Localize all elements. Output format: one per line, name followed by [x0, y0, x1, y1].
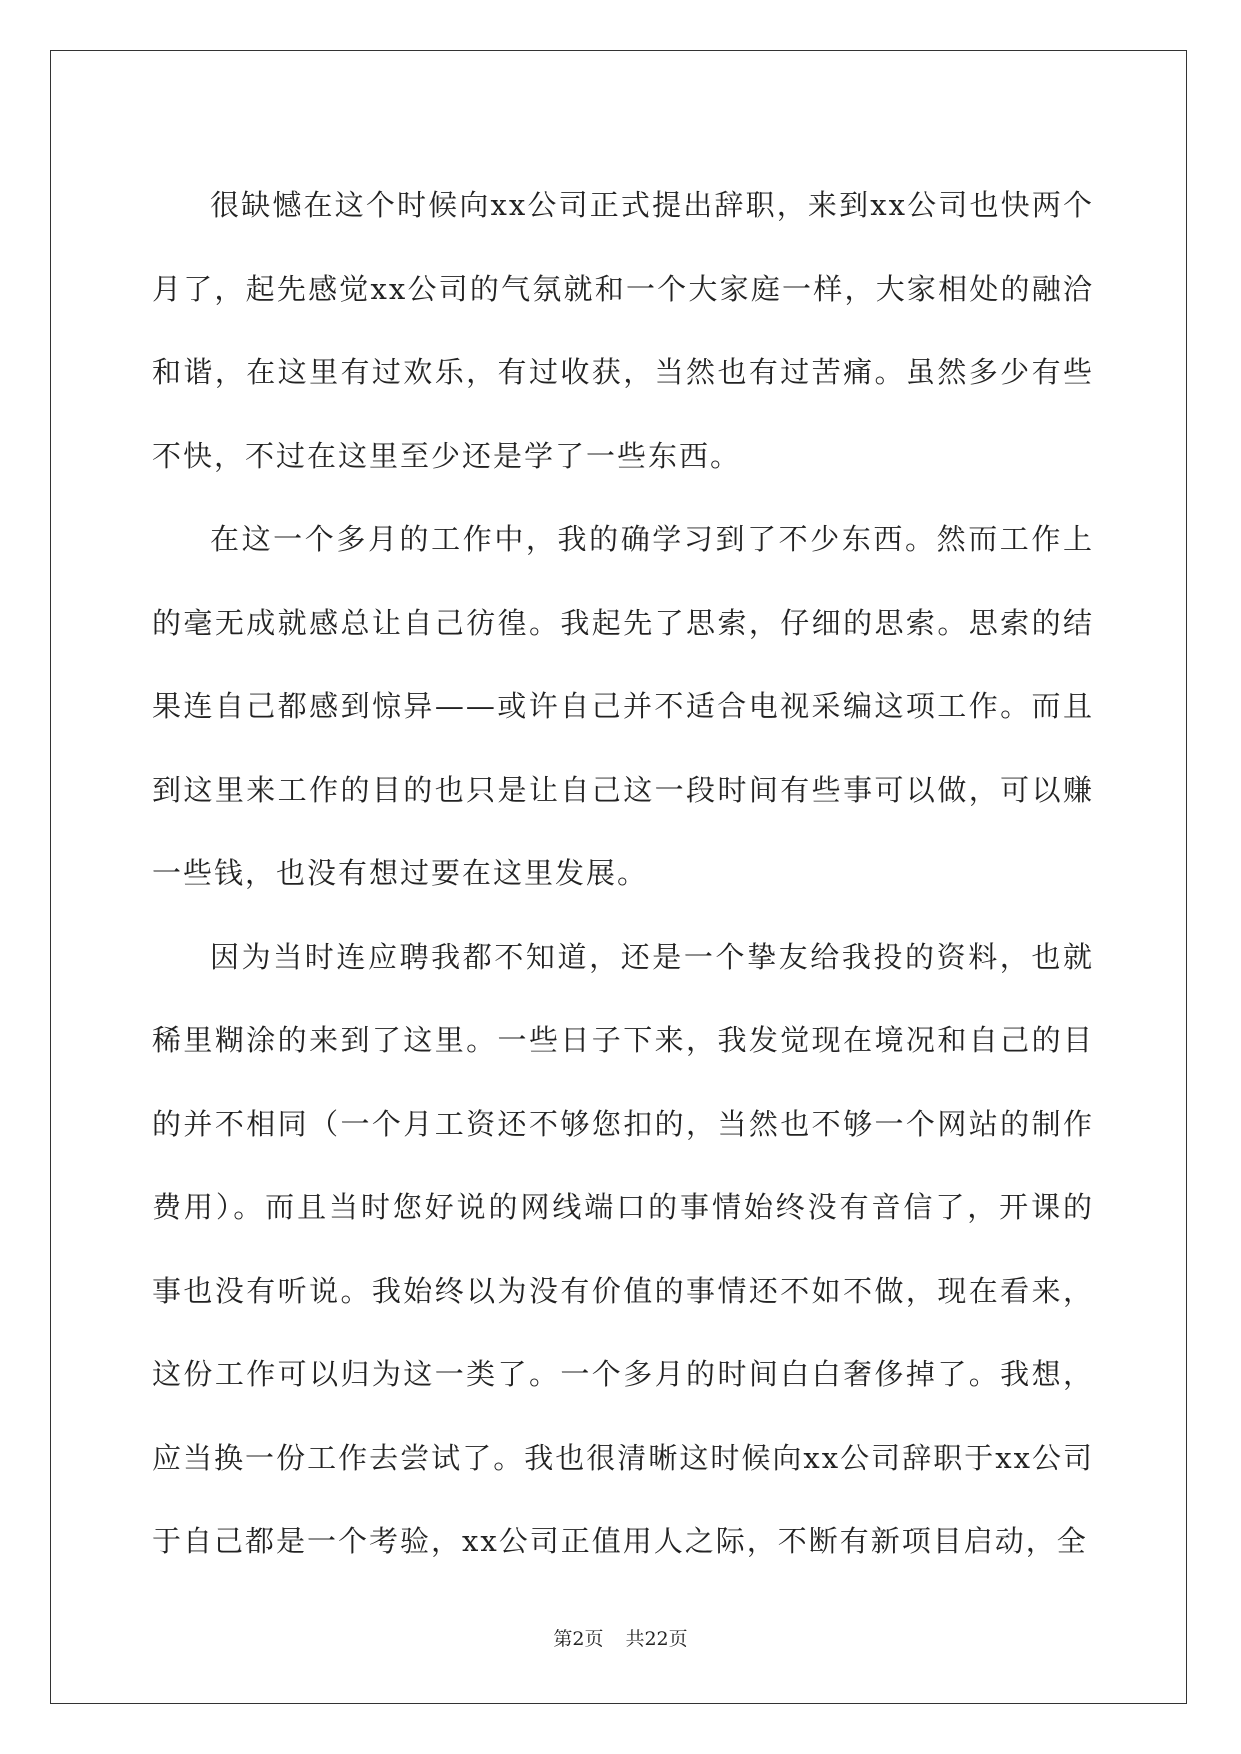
- page-total: 共22页: [625, 1628, 688, 1650]
- page-footer: [0, 1624, 1241, 1651]
- page-number: 第2页: [553, 1628, 604, 1650]
- paragraph: 因为当时连应聘我都不知道，还是一个挚友给我投的资料，也就稀里糊涂的来到了这里。一些日子下来，我发觉现在境况和自己的目的并不相同（一个月工资还不够您扣的，当然也不够一个网站的制作费用）。而且当时您好说的网线端口的事情始终没有音信了，开课的事也没有听说。我始终以为没有价值的事情还不如不做，现在看来，这份工作可以归为这一类了。一个多月的时间白白奢侈掉了。我想，应当换一份工作去尝试了。我也很清晰这时候向xx公司辞职于xx公司于自己都是一个考验，xx公司正值用人之际，不断有新项目启动，全: [152, 939, 1094, 1558]
- paragraph: 在这一个多月的工作中，我的确学习到了不少东西。然而工作上的毫无成就感总让自己彷徨。我起先了思索，仔细的思索。思索的结果连自己都感到惊异——或许自己并不适合电视采编这项工作。而且到这里来工作的目的也只是让自己这一段时间有些事可以做，可以赚一些钱，也没有想过要在这里发展。: [152, 522, 1094, 890]
- document-body: [152, 164, 1094, 1584]
- paragraph: 很缺憾在这个时候向xx公司正式提出辞职，来到xx公司也快两个月了，起先感觉xx公司的气氛就和一个大家庭一样，大家相处的融洽和谐，在这里有过欢乐，有过收获，当然也有过苦痛。虽然多少有些不快，不过在这里至少还是学了一些东西。: [152, 188, 1094, 473]
